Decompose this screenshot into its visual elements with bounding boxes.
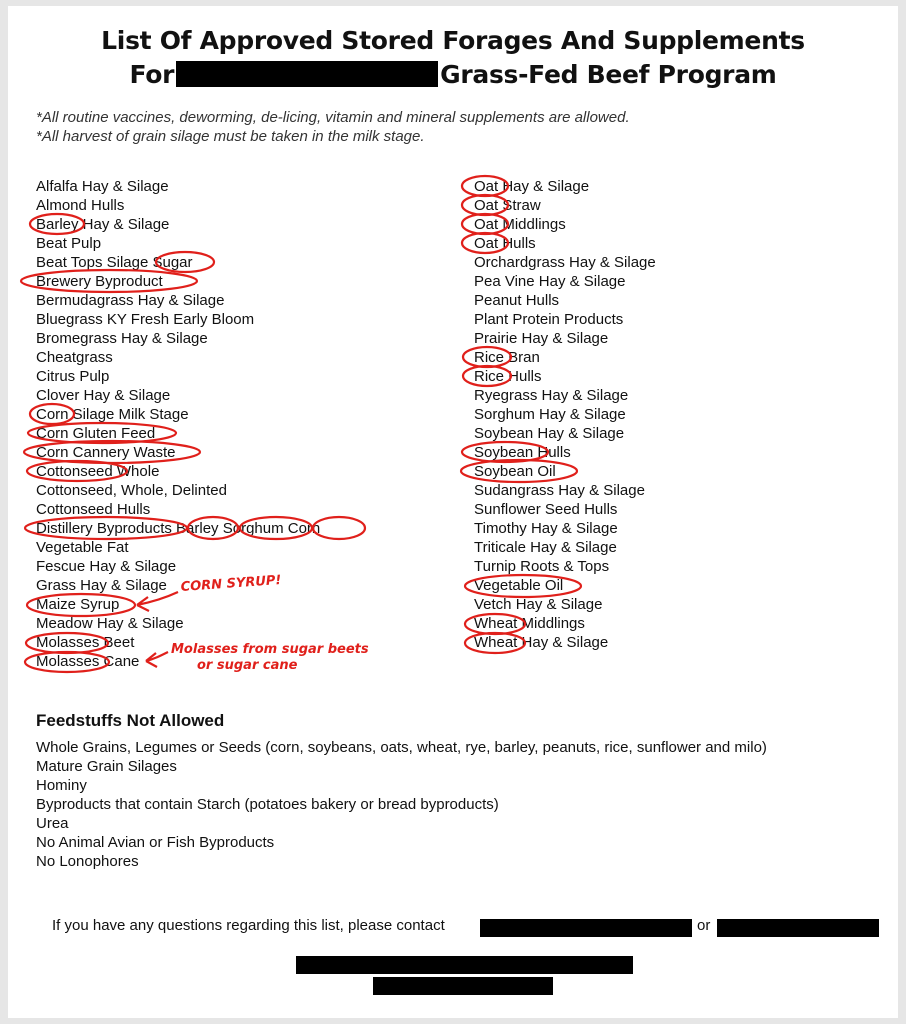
list-item: Distillery Byproducts Barley Sorghum Corn xyxy=(36,520,321,537)
title-suffix: Grass-Fed Beef Program xyxy=(440,60,777,89)
list-item: Barley Hay & Silage xyxy=(36,216,170,233)
list-item: Molasses Cane xyxy=(36,653,140,670)
list-item: Beat Pulp xyxy=(36,235,102,252)
list-item: Timothy Hay & Silage xyxy=(474,520,618,537)
list-item: Bluegrass KY Fresh Early Bloom xyxy=(36,311,255,328)
annotation-molasses-line-1: Molasses from sugar beets xyxy=(171,642,369,657)
list-item: Mature Grain Silages xyxy=(36,758,177,775)
list-item: Almond Hulls xyxy=(36,197,125,214)
list-item: Oat Middlings xyxy=(474,216,566,233)
list-item: Bermudagrass Hay & Silage xyxy=(36,292,225,309)
list-item: Brewery Byproduct xyxy=(36,273,163,290)
list-item: Oat Hay & Silage xyxy=(474,178,590,195)
not-allowed-list xyxy=(36,738,767,871)
title-prefix: For xyxy=(129,60,175,89)
approved-list-right xyxy=(474,177,656,652)
list-item: Citrus Pulp xyxy=(36,368,110,385)
redacted-footer-line-1 xyxy=(296,956,633,974)
list-item: Corn Gluten Feed xyxy=(36,425,156,442)
note-supplements: *All routine vaccines, deworming, de-licing, vitamin and mineral supplements are allowed. xyxy=(36,109,630,126)
redacted-contact-2 xyxy=(717,919,879,937)
document-title-line-2 xyxy=(0,60,906,89)
list-item: Rice Bran xyxy=(474,349,540,366)
list-item: Oat Hulls xyxy=(474,235,536,252)
list-item: Corn Silage Milk Stage xyxy=(36,406,189,423)
not-allowed-heading: Feedstuffs Not Allowed xyxy=(36,711,225,730)
list-item: Clover Hay & Silage xyxy=(36,387,171,404)
list-item: Peanut Hulls xyxy=(474,292,560,309)
list-item: Fescue Hay & Silage xyxy=(36,558,177,575)
list-item: Triticale Hay & Silage xyxy=(474,539,617,556)
list-item: Vegetable Oil xyxy=(474,577,564,594)
list-item: Cottonseed Whole xyxy=(36,463,160,480)
list-item: Bromegrass Hay & Silage xyxy=(36,330,208,347)
list-item: Sudangrass Hay & Silage xyxy=(474,482,645,499)
list-item: Oat Straw xyxy=(474,197,541,214)
redacted-footer-line-2 xyxy=(373,977,553,995)
list-item: Soybean Hay & Silage xyxy=(474,425,625,442)
list-item: Vetch Hay & Silage xyxy=(474,596,603,613)
list-item: Prairie Hay & Silage xyxy=(474,330,609,347)
list-item: Byproducts that contain Starch (potatoes bakery or bread byproducts) xyxy=(36,796,499,813)
contact-or: or xyxy=(697,917,711,934)
list-item: Plant Protein Products xyxy=(474,311,624,328)
contact-text: If you have any questions regarding this list, please contact xyxy=(52,917,445,934)
list-item: Sunflower Seed Hulls xyxy=(474,501,618,518)
approved-list-left xyxy=(36,177,320,671)
list-item: Turnip Roots & Tops xyxy=(474,558,610,575)
note-grain-silage: *All harvest of grain silage must be taken in the milk stage. xyxy=(36,128,425,145)
list-item: Maize Syrup xyxy=(36,596,120,613)
annotation-molasses-line-2: or sugar cane xyxy=(197,658,298,673)
list-item: Beat Tops Silage Sugar xyxy=(36,254,193,271)
list-item: Corn Cannery Waste xyxy=(36,444,176,461)
list-item: Cottonseed, Whole, Delinted xyxy=(36,482,227,499)
list-item: Sorghum Hay & Silage xyxy=(474,406,626,423)
redacted-contact-1 xyxy=(480,919,692,937)
document-title-line-1: List Of Approved Stored Forages And Supplements xyxy=(101,26,805,55)
list-item: Hominy xyxy=(36,777,87,794)
list-item: No Animal Avian or Fish Byproducts xyxy=(36,834,275,851)
list-item: Urea xyxy=(36,815,69,832)
list-item: Rice Hulls xyxy=(474,368,542,385)
list-item: Orchardgrass Hay & Silage xyxy=(474,254,656,271)
list-item: Alfalfa Hay & Silage xyxy=(36,178,169,195)
list-item: Pea Vine Hay & Silage xyxy=(474,273,626,290)
list-item: Wheat Middlings xyxy=(474,615,585,632)
list-item: Soybean Hulls xyxy=(474,444,571,461)
list-item: Meadow Hay & Silage xyxy=(36,615,184,632)
list-item: Soybean Oil xyxy=(474,463,556,480)
annotation-corn-syrup: CORN SYRUP! xyxy=(180,572,282,595)
redacted-program-name xyxy=(176,61,438,87)
list-item: No Lonophores xyxy=(36,853,139,870)
list-item: Whole Grains, Legumes or Seeds (corn, soybeans, oats, wheat, rye, barley, peanuts, rice, sunflower and milo) xyxy=(36,739,767,756)
list-item: Vegetable Fat xyxy=(36,539,129,556)
list-item: Cheatgrass xyxy=(36,349,113,366)
list-item: Ryegrass Hay & Silage xyxy=(474,387,629,404)
list-item: Grass Hay & Silage xyxy=(36,577,167,594)
list-item: Wheat Hay & Silage xyxy=(474,634,609,651)
list-item: Molasses Beet xyxy=(36,634,135,651)
contact-line xyxy=(52,917,445,934)
list-item: Cottonseed Hulls xyxy=(36,501,151,518)
